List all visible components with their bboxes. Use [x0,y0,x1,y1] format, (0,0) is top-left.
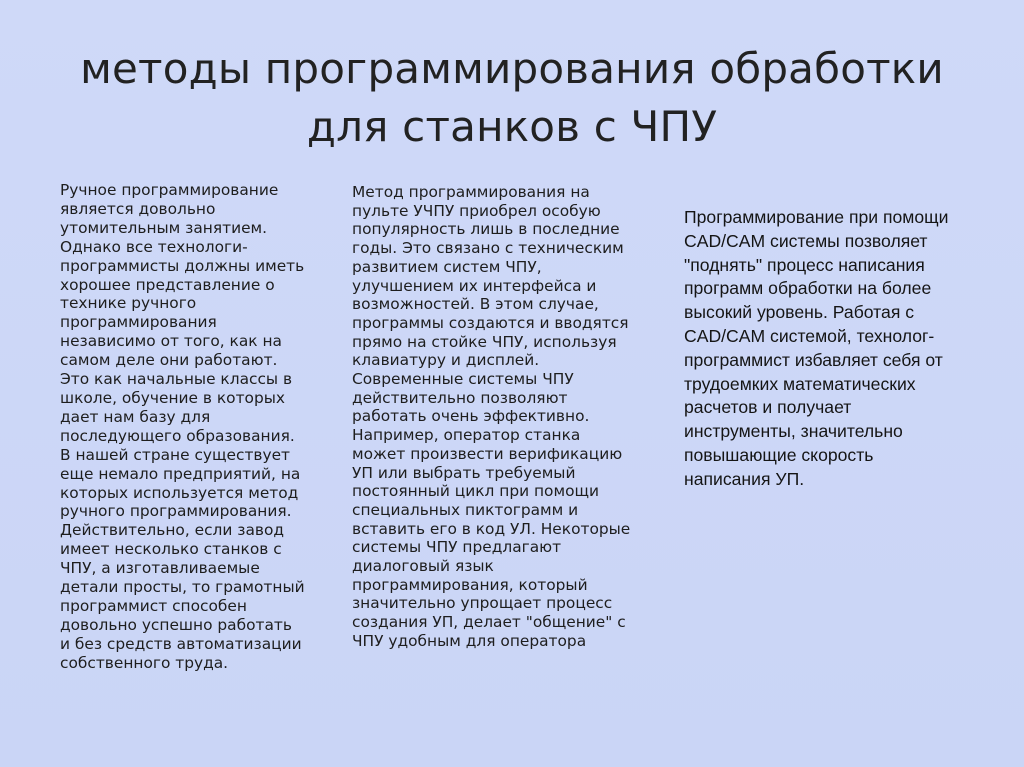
slide-title-line-2: для станков с ЧПУ [306,102,718,151]
manual-programming-text: Ручное программирование является довольно утомительным занятием. Однако все технологи- программисты должны иметь хорошее представление о технике ручного программирования независимо от того, как на самом деле они работают. Это как начальные классы в школе, обучение в которых дает нам базу для последующего образования. В нашей стране существует еще немало предприятий, на которых используется метод ручного программирования. Действительно, если завод имеет несколько станков с ЧПУ, а изготавливаемые детали просты, то грамотный программист способен довольно успешно работать и без средств автоматизации собственного труда. [60,181,305,672]
cad-cam-programming-text: Программирование при помощи CAD/CAM системы позволяет "поднять" процесс написания программ обработки на более высокий уровень. Работая с CAD/CAM системой, технолог- программист избавляет себя от трудоемких математических расчетов и получает инструменты, значительно повышающие скорость написания УП. [684,207,949,489]
control-panel-programming-text: Метод программирования на пульте УЧПУ приобрел особую популярность лишь в последние годы. Это связано с техническим развитием систем ЧПУ, улучшением их интерфейса и возможностей. В этом случае, программы создаются и вводятся прямо на стойке ЧПУ, используя клавиатуру и дисплей. Современные системы ЧПУ действительно позволяют работать очень эффективно. Например, оператор станка может произвести верификацию УП или выбрать требуемый постоянный цикл при помощи специальных пиктограмм и вставить его в код УЛ. Некоторые системы ЧПУ предлагают диалоговый язык программирования, который значительно упрощает процесс создания УП, делает "общение" с ЧПУ удобным для оператора [352,183,631,650]
slide-title-line-1: методы программирования обработки [80,44,944,93]
slide-title [60,40,964,156]
